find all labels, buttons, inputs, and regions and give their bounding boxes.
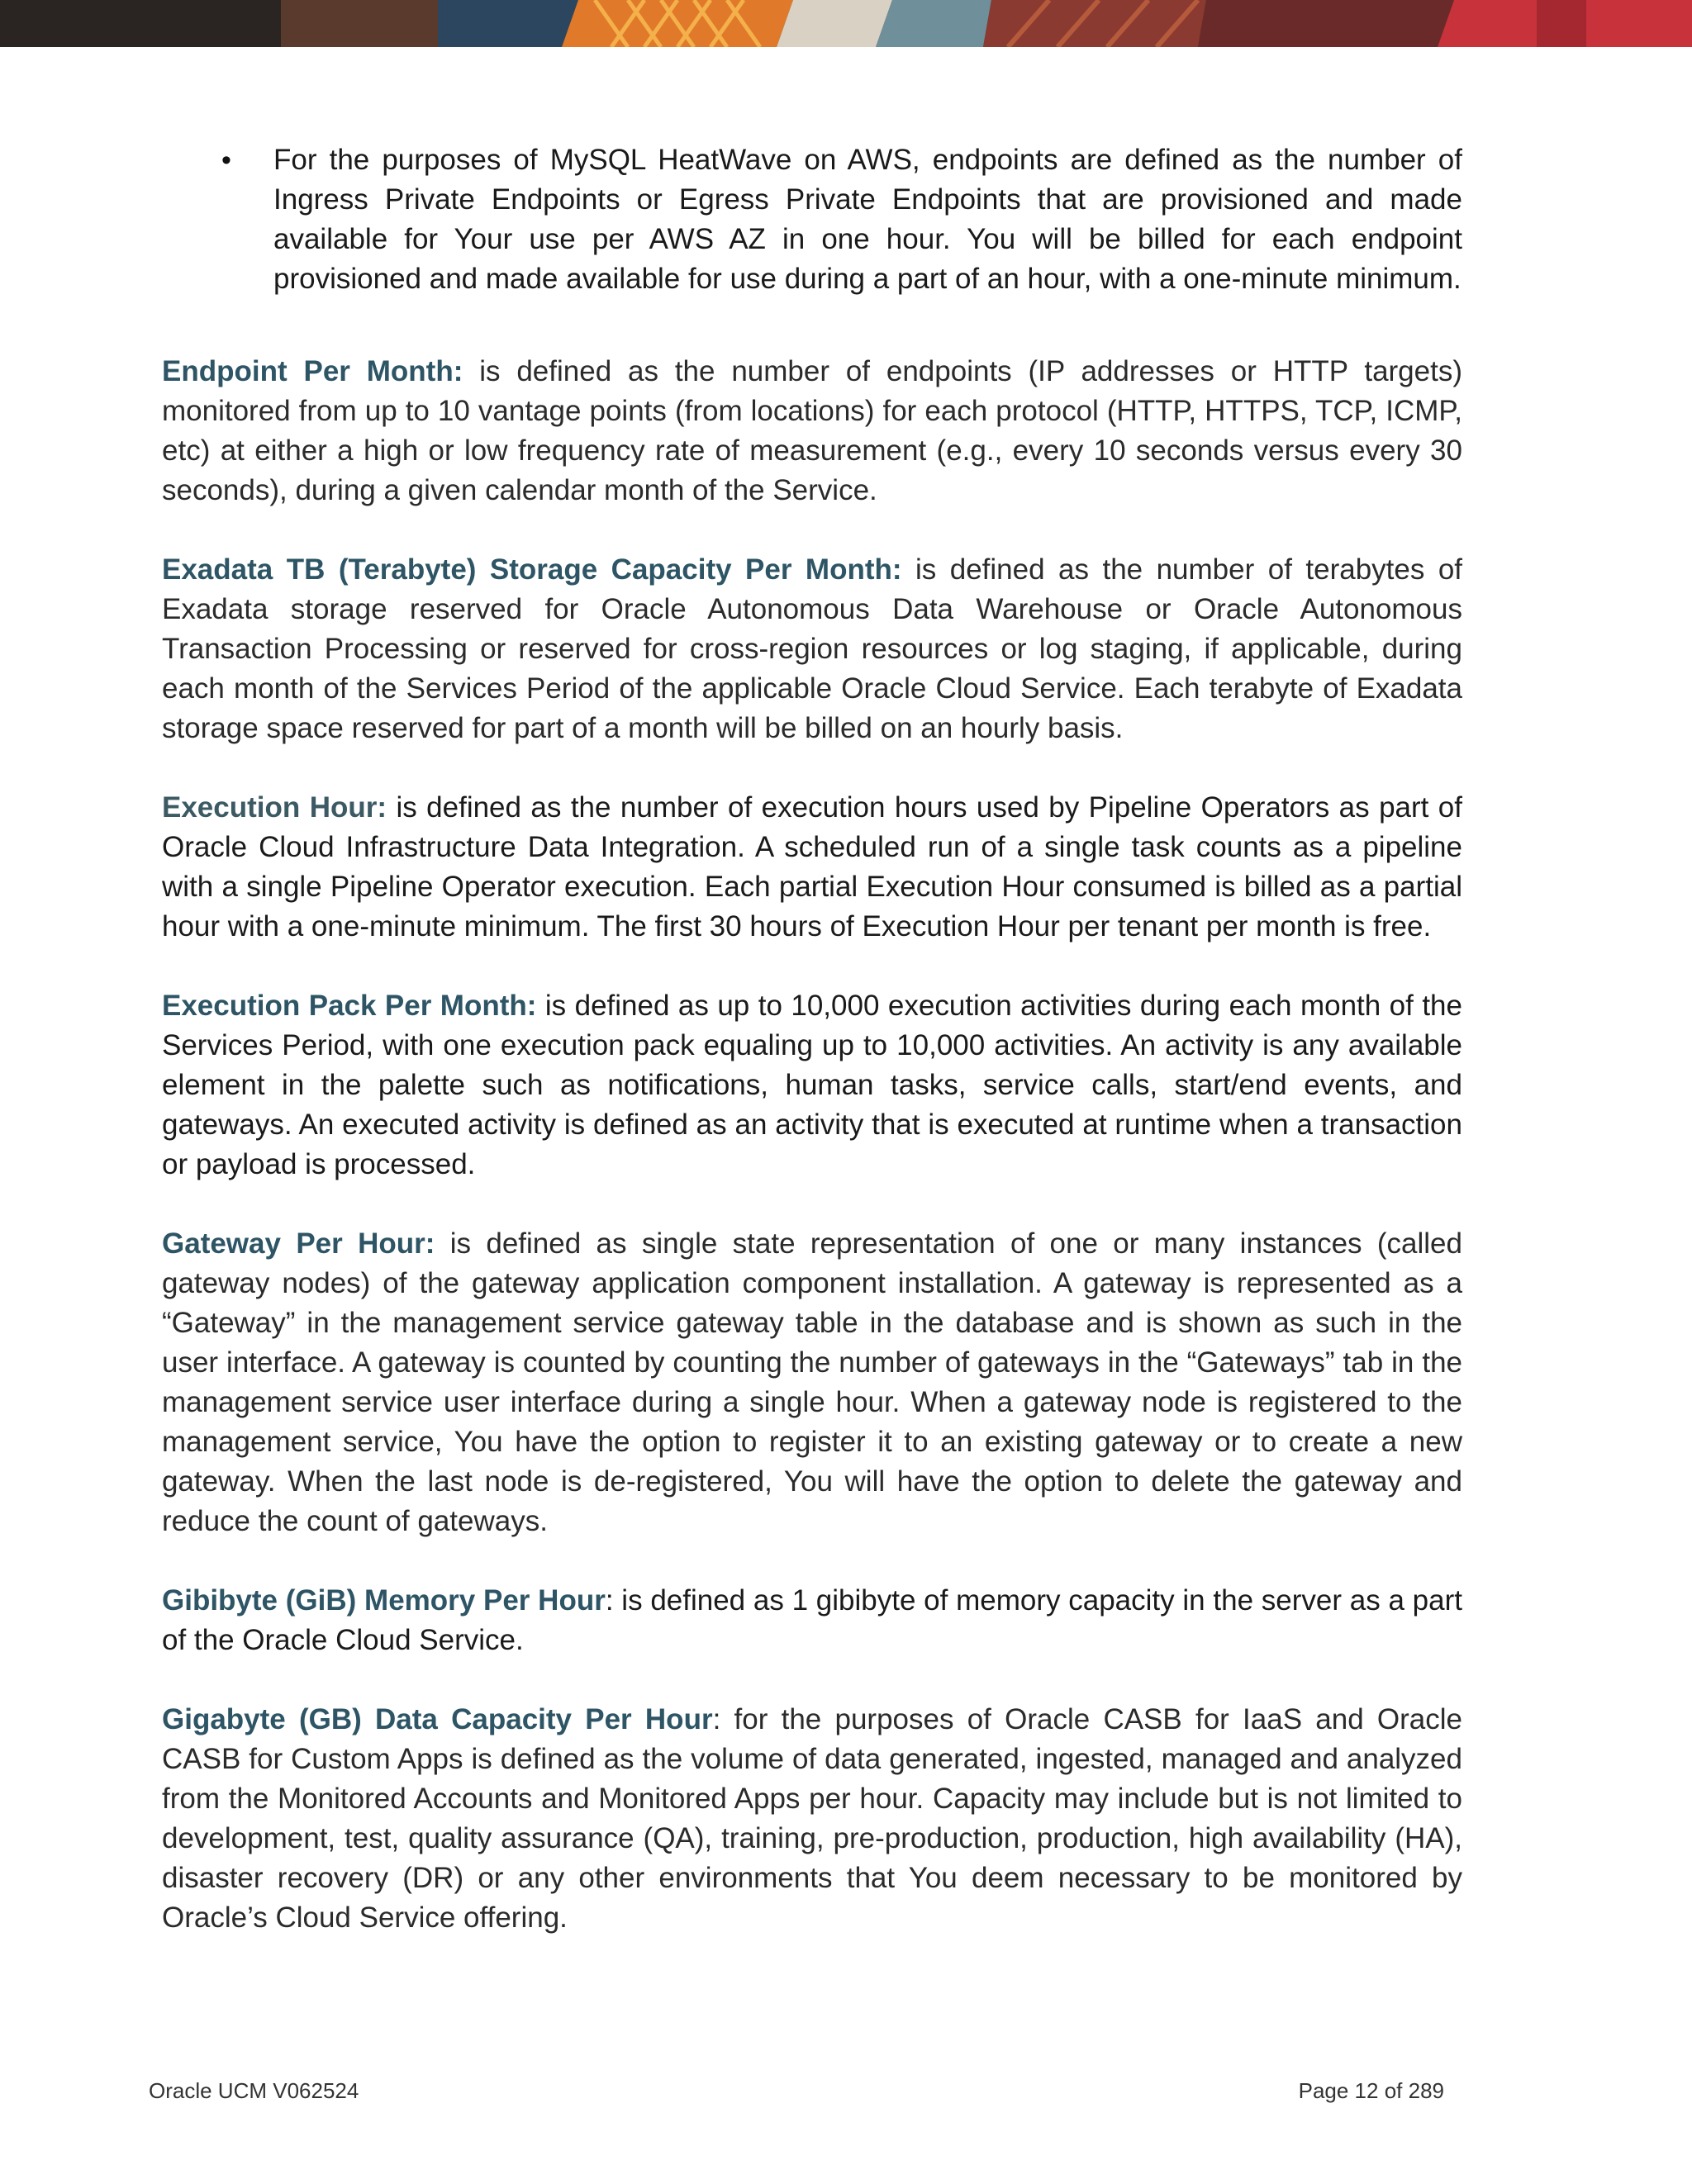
definition-term: Execution Pack Per Month: bbox=[162, 990, 537, 1022]
definition-body: : for the purposes of Oracle CASB for IaaS and Oracle CASB for Custom Apps is defined as the volume of data generated, ingested, managed and analyzed from the Monitored Accounts and Monitored Apps per hour. Capacity may include but is not limited to development, test, quality assurance (QA), training, pre-production, production, high availability (HA), disaster recovery (DR) or any other environments that You deem necessary to be monitored by Oracle’s Cloud Service offering. bbox=[162, 1703, 1462, 1934]
definition-term: Gateway Per Hour: bbox=[162, 1227, 435, 1260]
bullet-icon: • bbox=[221, 145, 231, 176]
bullet-list-item bbox=[221, 140, 1462, 299]
definition-term: Exadata TB (Terabyte) Storage Capacity Per Month: bbox=[162, 553, 902, 586]
decorative-banner bbox=[0, 0, 1692, 47]
definition-gateway-per-hour bbox=[162, 1224, 1462, 1541]
definition-endpoint-per-month bbox=[162, 352, 1462, 510]
document-id: Oracle UCM V062524 bbox=[149, 2078, 359, 2103]
definition-body: is defined as the number of execution hours used by Pipeline Operators as part of Oracle Cloud Infrastructure Data Integration. A scheduled run of a single task counts as a pipeline with a single Pipeline Operator execution. Each partial Execution Hour consumed is billed as a partial hour with a one-minute minimum. The first 30 hours of Execution Hour per tenant per month is free. bbox=[162, 791, 1462, 942]
definition-term: Execution Hour: bbox=[162, 791, 387, 824]
document-body bbox=[162, 140, 1462, 1977]
definition-term: Endpoint Per Month: bbox=[162, 355, 463, 387]
definition-execution-pack-per-month bbox=[162, 986, 1462, 1185]
definition-body: : is defined as 1 gibibyte of memory capacity in the server as a part of the Oracle Cloud Service. bbox=[162, 1584, 1462, 1656]
bullet-text: For the purposes of MySQL HeatWave on AWS, endpoints are defined as the number of Ingress Private Endpoints or Egress Private Endpoints that are provisioned and made available for Your use per AWS AZ in one hour. You will be billed for each endpoint provisioned and made available for use during a part of an hour, with a one-minute minimum. bbox=[273, 144, 1462, 295]
definition-body: is defined as the number of endpoints (IP addresses or HTTP targets) monitored from up to 10 vantage points (from locations) for each protocol (HTTP, HTTPS, TCP, ICMP, etc) at either a high or low frequency rate of measurement (e.g., every 10 seconds versus every 30 seconds), during a given calendar month of the Service. bbox=[162, 355, 1462, 506]
definition-term: Gigabyte (GB) Data Capacity Per Hour bbox=[162, 1703, 713, 1735]
definition-body: is defined as up to 10,000 execution activities during each month of the Services Period, with one execution pack equaling up to 10,000 activities. An activity is any available element in the palette such as notifications, human tasks, service calls, start/end events, and gateways. An executed activity is defined as an activity that is executed at runtime when a transaction or payload is processed. bbox=[162, 990, 1462, 1180]
definition-execution-hour bbox=[162, 788, 1462, 947]
definition-exadata-tb-storage bbox=[162, 550, 1462, 748]
definition-gigabyte-data-capacity-per-hour bbox=[162, 1700, 1462, 1938]
definition-term: Gibibyte (GiB) Memory Per Hour bbox=[162, 1584, 606, 1617]
definition-gibibyte-memory-per-hour bbox=[162, 1581, 1462, 1660]
definition-body: is defined as single state representation of one or many instances (called gateway nodes) of the gateway application component installation. A gateway is represented as a “Gateway” in the management service gateway table in the database and is shown as such in the user interface. A gateway is counted by counting the number of gateways in the “Gateways” tab in the management service user interface during a single hour. When a gateway node is registered to the management service, You have the option to register it to an existing gateway or to create a new gateway. When the last node is de-registered, You will have the option to delete the gateway and reduce the count of gateways. bbox=[162, 1227, 1462, 1537]
definition-body: is defined as the number of terabytes of Exadata storage reserved for Oracle Autonomous Data Warehouse or Oracle Autonomous Transaction Processing or reserved for cross-region resources or log staging, if applicable, during each month of the Services Period of the applicable Oracle Cloud Service. Each terabyte of Exadata storage space reserved for part of a month will be billed on an hourly basis. bbox=[162, 553, 1463, 744]
banner-pattern-graphic bbox=[0, 0, 1692, 47]
page-number: Page 12 of 289 bbox=[1298, 2078, 1444, 2103]
